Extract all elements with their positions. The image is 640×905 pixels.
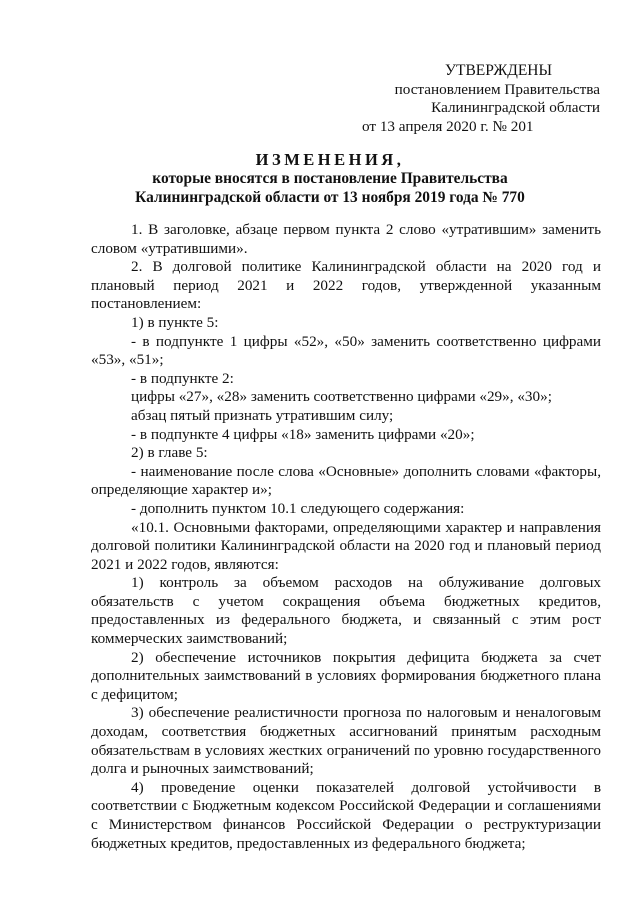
- paragraph: 2. В долговой политике Калининградской области на 2020 год и плановый период 2021 и 2022 годов, утвержденной указанным постановлением:: [91, 258, 601, 313]
- paragraph: 3) обеспечение реалистичности прогноза по налоговым и неналоговым доходам, соответствия бюджетных ассигнований принятым расходным обязательствам в условиях жестких ограничений по уровню государственного долга и рыночных заимствований;: [91, 704, 601, 778]
- paragraph: 1) контроль за объемом расходов на облуживание долговых обязательств с учетом сокращения объема бюджетных кредитов, предоставленных из федерального бюджета, и связанный с этим рост коммерческих заимствований;: [91, 574, 601, 648]
- title-line-1: ИЗМЕНЕНИЯ,: [255, 150, 405, 169]
- paragraph: 2) обеспечение источников покрытия дефицита бюджета за счет дополнительных заимствований в условиях формирования бюджетного плана с дефицитом;: [91, 648, 601, 703]
- paragraph: 2) в главе 5:: [131, 444, 208, 462]
- paragraph: абзац пятый признать утратившим силу;: [131, 406, 394, 424]
- approval-date: от 13 апреля 2020 г. № 201: [362, 117, 534, 135]
- paragraph: - в подпункте 4 цифры «18» заменить цифрами «20»;: [131, 425, 475, 443]
- paragraph: «10.1. Основными факторами, определяющими характер и направления долговой политики Калининградской области на 2020 год и плановый период 2021 и 2022 годов, являются:: [91, 518, 601, 573]
- paragraph: 4) проведение оценки показателей долговой устойчивости в соответствии с Бюджетным кодексом Российской Федерации и соглашениями с Министерством финансов Российской Федерации о реструктуризации бюджетных кредитов, предоставленных из федерального бюджета;: [91, 778, 601, 852]
- approval-line-2: Калининградской области: [431, 99, 600, 117]
- title-line-3: Калининградской области от 13 ноября 2019 года № 770: [135, 189, 525, 206]
- document-title: [60, 150, 600, 207]
- paragraph: - наименование после слова «Основные» дополнить словами «факторы, определяющие характер и»;: [91, 462, 601, 499]
- document-body: [91, 221, 601, 853]
- paragraph: - в подпункте 2:: [131, 369, 234, 387]
- paragraph: 1. В заголовке, абзаце первом пункта 2 слово «утратившим» заменить словом «утратившими».: [91, 221, 601, 257]
- approval-line-1: постановлением Правительства: [394, 80, 600, 98]
- paragraph: - в подпункте 1 цифры «52», «50» заменить соответственно цифрами «53», «51»;: [91, 332, 601, 369]
- title-line-2: которые вносятся в постановление Правительства: [152, 170, 508, 187]
- approval-stamp: [360, 62, 600, 136]
- paragraph: цифры «27», «28» заменить соответственно цифрами «29», «30»;: [131, 388, 552, 406]
- paragraph: - дополнить пунктом 10.1 следующего содержания:: [131, 499, 465, 517]
- paragraph: 1) в пункте 5:: [131, 313, 219, 331]
- approval-head: УТВЕРЖДЕНЫ: [445, 62, 552, 79]
